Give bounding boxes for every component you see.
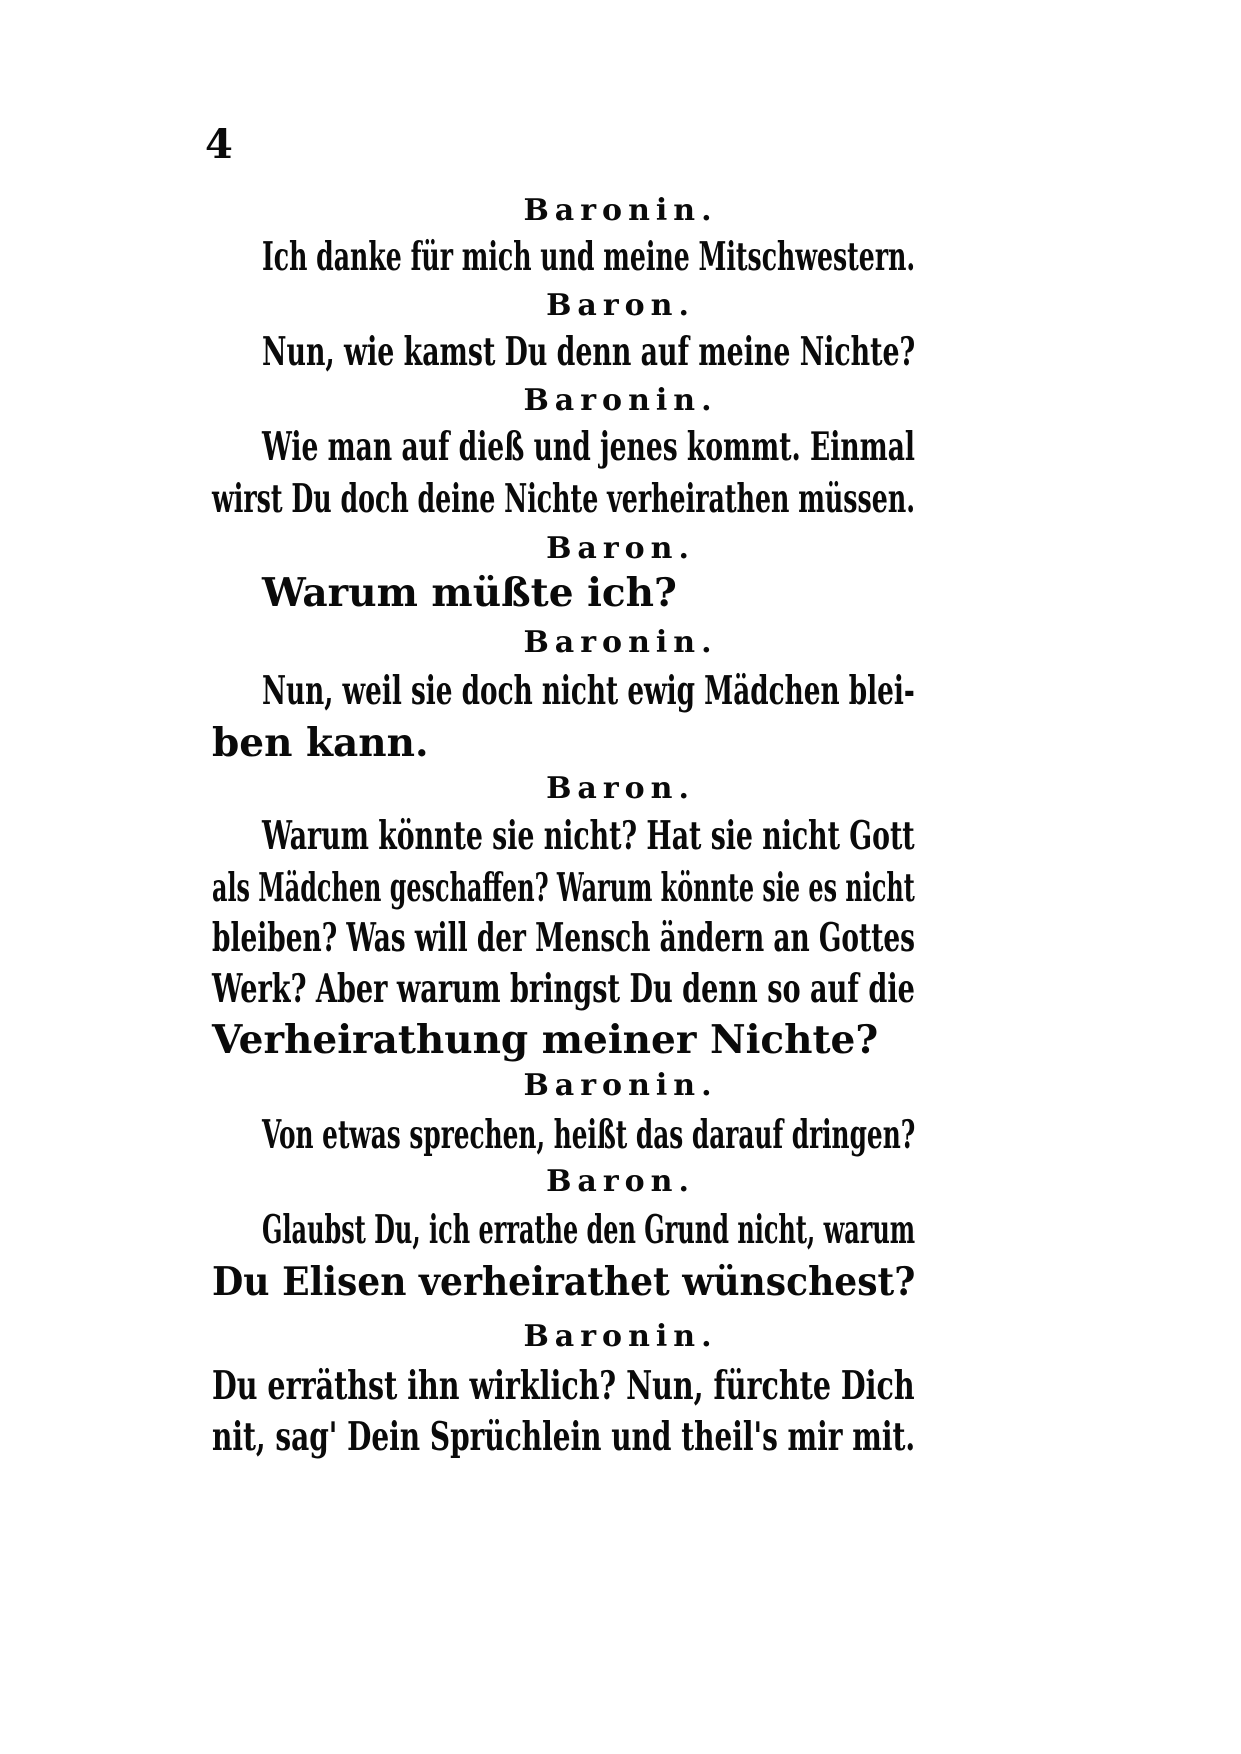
speaker-label: Baronin. — [523, 625, 718, 660]
dialogue-line: Von etwas sprechen, heißt das darauf dringen? — [262, 1112, 916, 1158]
dialogue-line: ben kann. — [212, 720, 429, 766]
speaker-label: Baron. — [546, 288, 695, 323]
dialogue-line: wirst Du doch deine Nichte verheirathen müssen. — [212, 476, 915, 522]
dialogue-line: Warum müßte ich? — [262, 570, 677, 616]
dialogue-line: bleiben? Was will der Mensch ändern an Gottes — [212, 915, 916, 961]
speaker-label: Baron. — [546, 771, 695, 806]
dialogue-line: Ich danke für mich und meine Mitschwestern. — [262, 234, 916, 280]
page-number: 4 — [205, 121, 233, 168]
dialogue-line: Warum könnte sie nicht? Hat sie nicht Gott — [262, 813, 915, 859]
dialogue-line: Verheirathung meiner Nichte? — [212, 1017, 879, 1063]
dialogue-line: Du Elisen verheirathet wünschest? — [212, 1259, 916, 1305]
dialogue-line: Wie man auf dieß und jenes kommt. Einmal — [262, 424, 916, 470]
speaker-label: Baron. — [546, 531, 695, 566]
dialogue-line: Du erräthst ihn wirklich? Nun, fürchte Dich — [212, 1363, 915, 1409]
dialogue-line: Werk? Aber warum bringst Du denn so auf die — [212, 966, 915, 1012]
dialogue-line: Nun, wie kamst Du denn auf meine Nichte? — [262, 329, 916, 375]
dialogue-line: als Mädchen geschaffen? Warum könnte sie es nicht — [212, 865, 915, 911]
dialogue-line: nit, sag' Dein Sprüchlein und theil's mir mit. — [212, 1414, 916, 1460]
speaker-label: Baronin. — [523, 1068, 718, 1103]
speaker-label: Baronin. — [523, 383, 718, 418]
speaker-label: Baron. — [546, 1164, 695, 1199]
speaker-label: Baronin. — [523, 193, 718, 228]
speaker-label: Baronin. — [523, 1319, 718, 1354]
dialogue-line: Glaubst Du, ich errathe den Grund nicht, warum — [262, 1207, 916, 1253]
dialogue-line: Nun, weil sie doch nicht ewig Mädchen blei- — [262, 668, 915, 714]
